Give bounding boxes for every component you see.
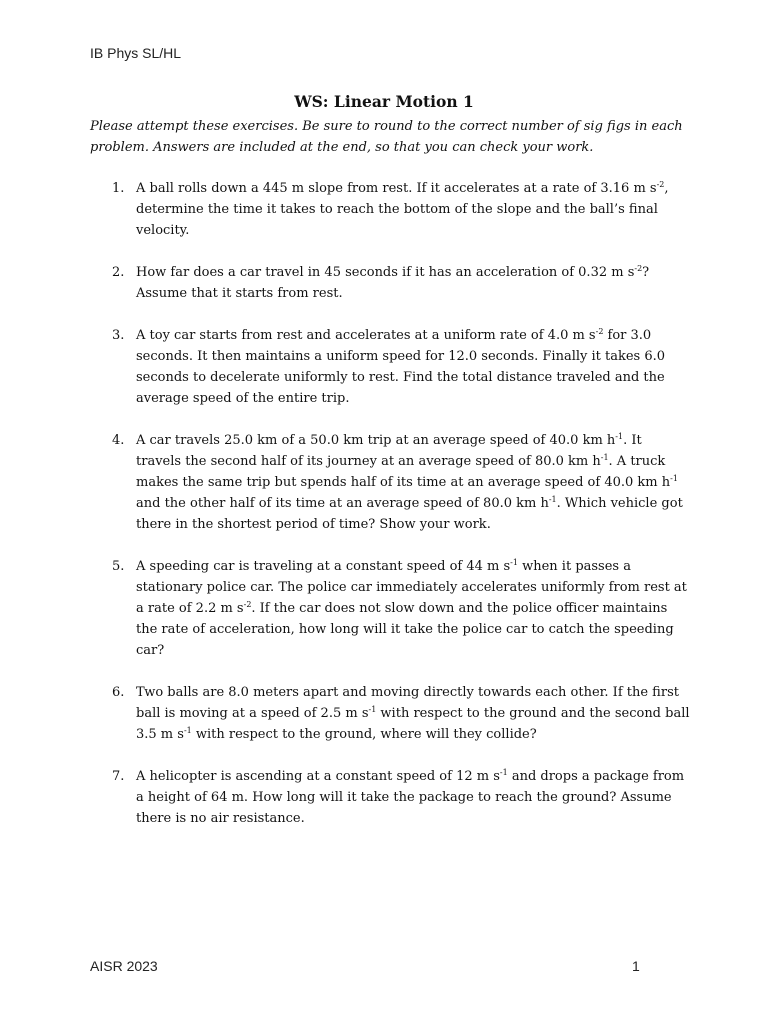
problem-text-segment: with respect to the ground, where will they collide? <box>191 727 537 742</box>
problem-number: 7. <box>112 769 125 784</box>
unit-exponent: -2 <box>656 180 665 189</box>
footer-school-year: AISR 2023 <box>90 958 158 974</box>
problem-text-segment: A car travels 25.0 km of a 50.0 km trip at an average speed of 40.0 km h <box>136 433 616 448</box>
problem-text-segment: for 3.0 seconds. It then maintains a uniform speed for 12.0 seconds. Finally it takes 6.0 seconds to decelerate uniformly to rest. Find the total distance traveled and the average speed of the entire trip. <box>136 328 666 406</box>
problem-text-segment: when it passes a stationary police car. The police car immediately accelerates uniformly from rest at a rate of 2.2 m s <box>136 559 687 616</box>
problem-text <box>136 181 669 238</box>
problem-number: 3. <box>112 328 125 343</box>
problem-text <box>136 685 690 742</box>
problem-item <box>90 178 690 241</box>
problem-item <box>90 556 690 661</box>
problem-text <box>136 769 684 826</box>
problem-number: 5. <box>112 559 125 574</box>
problem-list <box>90 178 690 850</box>
unit-exponent: -2 <box>634 264 643 273</box>
problem-text-segment: ? Assume that it starts from rest. <box>136 265 650 301</box>
unit-exponent: -1 <box>499 768 508 777</box>
problem-text <box>136 328 665 406</box>
problem-text <box>136 559 687 658</box>
problem-text-segment: . If the car does not slow down and the police officer maintains the rate of acceleration, how long will it take the police car to catch the speeding car? <box>136 601 674 658</box>
unit-exponent: -1 <box>615 432 624 441</box>
problem-text-segment: Two balls are 8.0 meters apart and moving directly towards each other. If the first ball is moving at a speed of 2.5 m s <box>136 685 679 721</box>
problem-number: 2. <box>112 265 125 280</box>
problem-item <box>90 262 690 304</box>
problem-text-segment: with respect to the ground and the second ball 3.5 m s <box>136 706 690 742</box>
unit-exponent: -1 <box>600 453 609 462</box>
problem-number: 1. <box>112 181 125 196</box>
problem-item <box>90 766 690 829</box>
problem-text-segment: . Which vehicle got there in the shortest period of time? Show your work. <box>136 496 683 532</box>
unit-exponent: -1 <box>548 495 557 504</box>
problem-text-segment: How far does a car travel in 45 seconds if it has an acceleration of 0.32 m s <box>136 265 635 280</box>
problem-text-segment: A toy car starts from rest and accelerates at a uniform rate of 4.0 m s <box>136 328 596 343</box>
unit-exponent: -1 <box>183 726 192 735</box>
problem-number: 6. <box>112 685 125 700</box>
problem-text-segment: and the other half of its time at an average speed of 80.0 km h <box>136 496 549 511</box>
problem-text-segment: A ball rolls down a 445 m slope from rest. If it accelerates at a rate of 3.16 m s <box>136 181 657 196</box>
unit-exponent: -2 <box>595 327 604 336</box>
unit-exponent: -1 <box>368 705 377 714</box>
problem-item <box>90 682 690 745</box>
problem-text-segment: , determine the time it takes to reach the bottom of the slope and the ball’s final velocity. <box>136 181 669 238</box>
problem-item <box>90 430 690 535</box>
problem-text <box>136 433 683 532</box>
instructions: Please attempt these exercises. Be sure to round to the correct number of sig figs in each problem. Answers are included at the end, so that you can check your work. <box>90 119 683 155</box>
course-header: IB Phys SL/HL <box>90 45 182 61</box>
problem-text-segment: A helicopter is ascending at a constant speed of 12 m s <box>136 769 500 784</box>
problem-text <box>136 265 649 301</box>
worksheet-title: WS: Linear Motion 1 <box>294 92 474 111</box>
problem-text-segment: A speeding car is traveling at a constant speed of 44 m s <box>136 559 511 574</box>
problem-number: 4. <box>112 433 125 448</box>
problem-item <box>90 325 690 409</box>
unit-exponent: -2 <box>243 600 252 609</box>
problem-text-segment: . A truck makes the same trip but spends half of its time at an average speed of 40.0 km h <box>136 454 671 490</box>
problem-text-segment: . It travels the second half of its journey at an average speed of 80.0 km h <box>136 433 642 469</box>
unit-exponent: -1 <box>670 474 678 483</box>
unit-exponent: -1 <box>510 558 518 567</box>
problem-text-segment: and drops a package from a height of 64 m. How long will it take the package to reach the ground? Assume there is no air resistance. <box>136 769 685 826</box>
page-number: 1 <box>632 958 640 974</box>
